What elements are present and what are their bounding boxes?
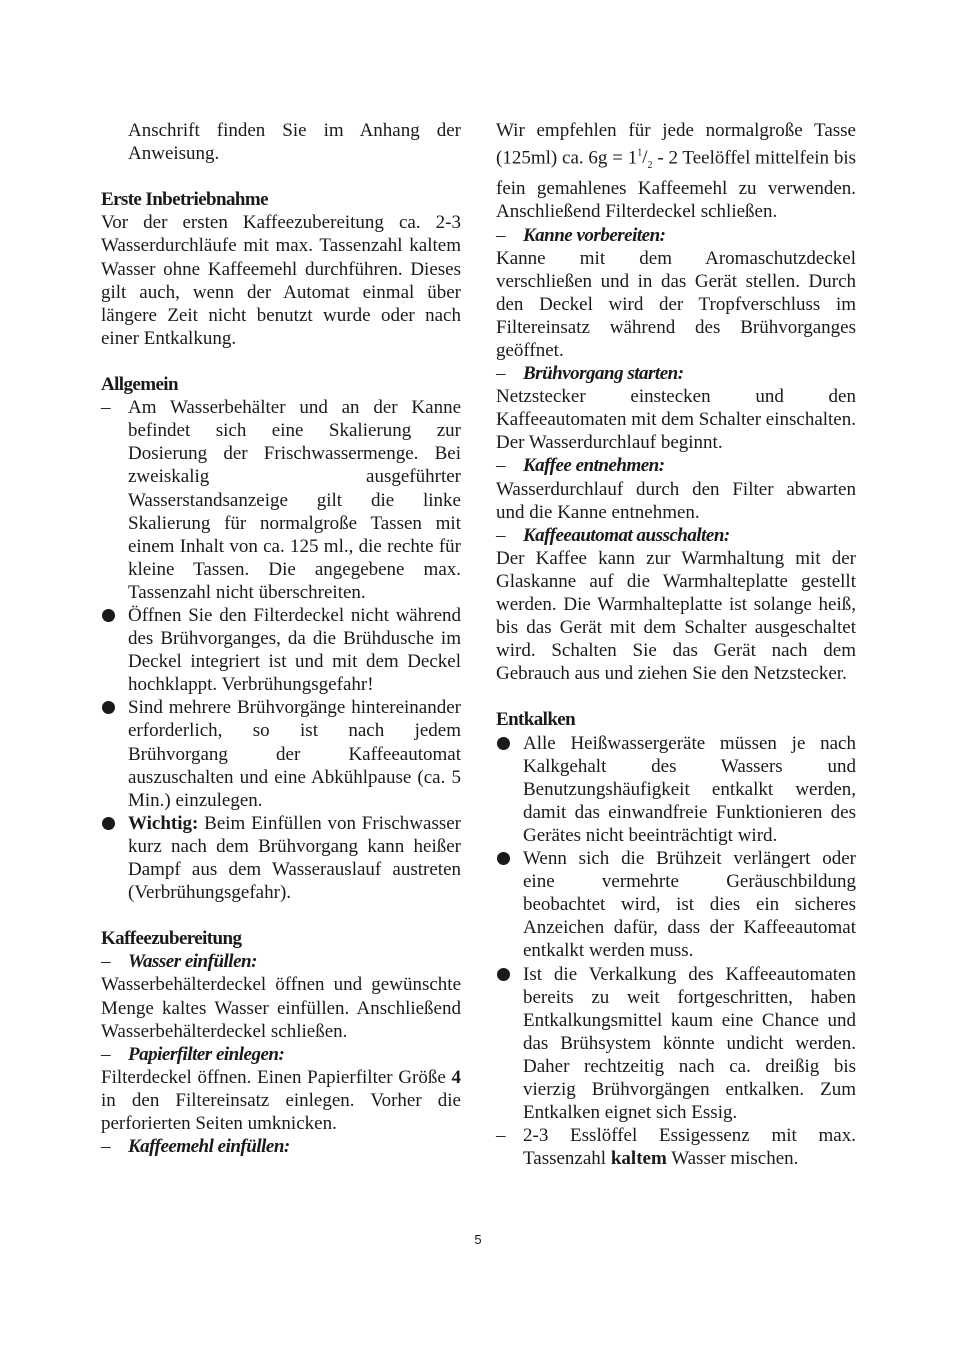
step-title: Papierfilter einlegen: [128,1043,285,1065]
fraction: $^1/_2$ [637,147,653,172]
dash-marker: – [101,397,111,419]
dash-marker: – [496,455,506,477]
step-text: Wasserdurchlauf durch den Filter abwarten und die Kanne entnehmen. [496,478,856,523]
step-heading [101,950,461,973]
list-item [496,847,856,962]
coffee-amount-text: Wir empfehlen für jede normalgroße Tasse (125ml) ca. $6g = 1^1/_2 - 2$ Teelöffel mittelfein bis fein gemahlenes Kaffeemehl zu verwenden. Anschließend Filterdeckel schließen. [496,120,857,223]
step-title: Brühvorgang starten: [523,363,684,385]
wichtig-text: Beim Einfüllen von Frischwasser kurz nach dem Brühvorgang kann heißer Dampf aus dem Wasserauslauf austreten (Verbrühungsgefahr). [128,812,461,904]
dash-marker: – [101,1043,111,1065]
bullet-icon [101,604,128,628]
list-item-text: Wenn sich die Brühzeit verlängert oder eine vermehrte Geräuschbildung beobachtet wird, ist dies ein sicheres Anzeichen dafür, dass der Kaffeeautomat entkalkt werden muss. [523,848,856,962]
list-item-text: Öffnen Sie den Filterdeckel nicht während des Brühvorganges, da die Brühdusche im Deckel integriert ist und mit dem Deckel hochklappt. Verbrühungsgefahr! [128,604,461,696]
list-item [101,604,461,696]
list-item-text: Alle Heißwassergeräte müssen je nach Kalkgehalt des Wassers und Benutzungshäufigkeit entkalkt werden, damit das einwandfreie Funktionieren des Gerätes nicht beeinträchtigt wird. [523,732,856,846]
step-text: Der Kaffee kann zur Warmhaltung mit der Glaskanne auf die Warmhalteplatte gestellt werden. Die Warmhalteplatte ist solange heiß, bis das Gerät mit dem Schalter ausgeschaltet wird. Schalten Sie das Gerät nach dem Gebrauch aus und ziehen Sie den Netzstecker. [496,547,856,685]
step-text: Wasserbehälterdeckel öffnen und gewünschte Menge kaltes Wasser einfüllen. Anschließend Wasserbehälterdeckel schließen. [101,974,461,1042]
step-text: Netzstecker einstecken und den Kaffeeautomaten mit dem Schalter einschalten. Der Wasserdurchlauf beginnt. [496,386,856,454]
list-item [101,696,461,811]
step-title: Kaffeeautomat ausschalten: [523,524,730,546]
step-heading [101,1135,461,1158]
step-title: Kaffeemehl einfüllen: [128,1136,290,1158]
heading-erste-inbetriebnahme: Erste Inbetriebnahme [101,189,268,211]
list-item-text: Sind mehrere Brühvorgänge hintereinander erforderlich, so ist nach jedem Brühvorgang der Kaffeeautomat auszuschalten und eine Abkühlpause (ca. 5 Min.) einzulegen. [128,697,461,811]
list-item-text: Am Wasserbehälter und an der Kanne befindet sich eine Skalierung zur Dosierung der Frischwassermenge. Bei zweiskalig ausgeführter Wasserstandsanzeige gilt die linke Skalierung für normalgroße Tassen mit einem Inhalt von ca. 125 ml., die rechte für kleine Tassen. Die angegebene max. Tassenzahl nicht überschreiten. [128,397,461,603]
bullet-icon [496,732,523,756]
step-heading [496,362,856,385]
step-title: Wasser einfüllen: [128,951,257,973]
list-item: – 2-3 Esslöffel Essigessenz mit max. Tassenzahl kaltem Wasser mischen. [496,1125,856,1170]
step-title: Kaffee entnehmen: [523,455,665,477]
dash-marker: – [496,524,506,546]
list-item-text: Ist die Verkalkung des Kaffeeautomaten bereits zu weit fortgeschritten, haben Entkalkungsmittel kaum eine Chance und das Brühsystem könnte undicht werden. Daher rechtzeitig nach ca. dreißig bis vierzig Brühvorgängen entkalken. Zum Entkalken eignet sich Essig. [523,963,856,1124]
left-column [101,119,461,1158]
step-title: Kanne vorbereiten: [523,224,666,246]
kaltem-emphasis: kaltem [610,1148,667,1170]
dash-marker: – [496,1125,506,1147]
dash-marker: – [496,224,506,246]
bullet-icon [496,847,523,871]
list-item [101,812,461,904]
list-item [496,732,856,847]
right-column [496,119,856,1170]
bullet-icon [101,812,128,836]
dash-marker: – [101,951,111,973]
heading-entkalken: Entkalken [496,709,576,731]
step-heading [496,454,856,477]
step-heading [496,224,856,247]
bullet-icon [101,696,128,720]
heading-kaffeezubereitung: Kaffeezubereitung [101,928,242,950]
dash-marker: – [496,363,506,385]
page-number: 5 [474,1232,482,1247]
step-text: Kanne mit dem Aromaschutzdeckel verschließen und in das Gerät stellen. Durch den Deckel wird der Tropfverschluss im Filtereinsatz während des Brühvorganges geöffnet. [496,247,856,361]
erste-inbetriebnahme-text: Vor der ersten Kaffeezubereitung ca. 2-3 Wasserdurchläufe mit max. Tassenzahl kaltem Wasser ohne Kaffeemehl durchführen. Dieses gilt auch, wenn der Automat einmal über längere Zeit nicht benutzt wurde oder nach einer Entkalkung. [101,212,461,349]
heading-allgemein: Allgemein [101,374,178,396]
list-item [496,963,856,1125]
step-text: Filterdeckel öffnen. Einen Papierfilter Größe 4 in den Filtereinsatz einlegen. Vorher die perforierten Seiten umknicken. [101,1066,462,1135]
bullet-icon [496,963,523,987]
wichtig-label: Wichtig: [128,812,199,834]
step-heading [101,1043,461,1066]
dash-marker: – [101,1136,111,1158]
filter-size: 4 [451,1066,462,1088]
intro-continuation: Anschrift finden Sie im Anhang der Anweisung. [128,120,461,165]
list-item [101,396,461,604]
step-heading [496,524,856,547]
